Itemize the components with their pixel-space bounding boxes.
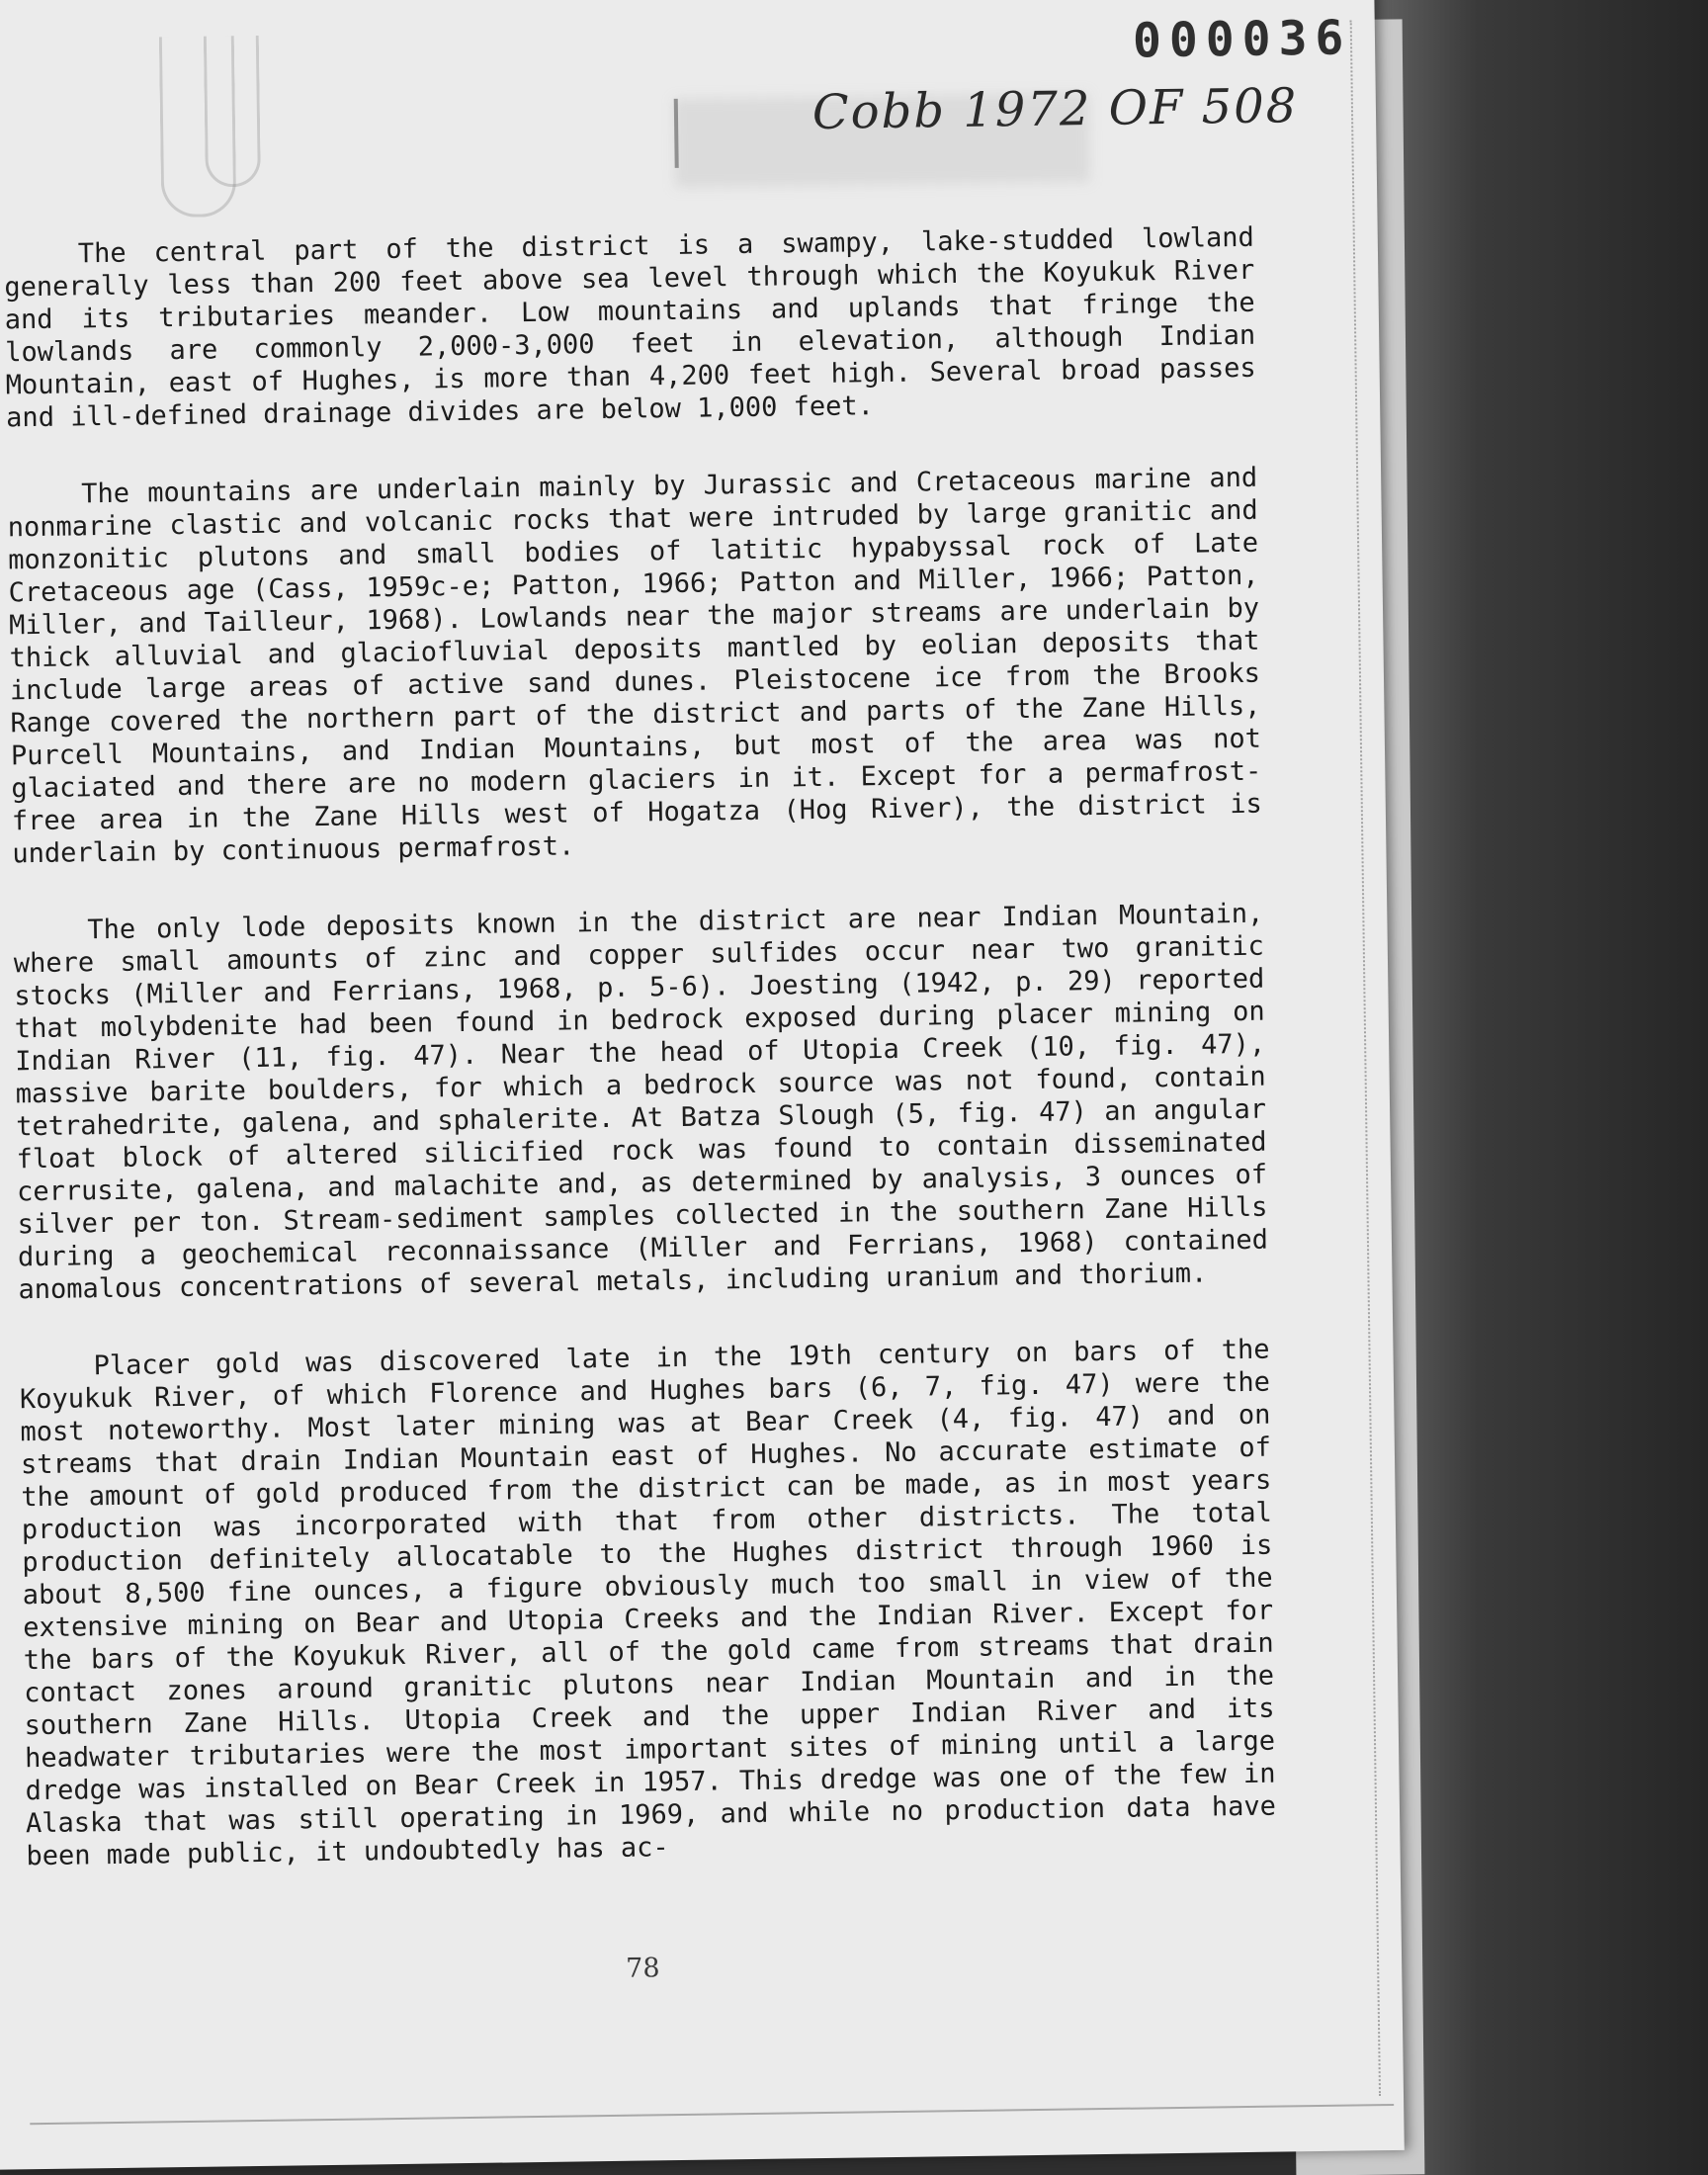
document-stamp-number: 000036 [1132,10,1352,69]
paragraph-geology: The mountains are underlain mainly by Jurassic and Cretaceous marine and nonmarine clastic and volcanic rocks that were intruded by large granitic and monzonitic plutons and small bodies of latitic hypabyssal rock of Late Cretaceous age (Cass, 1959c-e; Patton, 1966; Patton and Miller, 1966; Patton, Miller, and Tailleur, 1968). Lowlands near the major streams are underlain by thick alluvial and glaciofluvial deposits mantled by eolian deposits that include large areas of active sand dunes. Pleistocene ice from the Brooks Range covered the northern part of the district and parts of the Zane Hills, Purcell Mountains, and Indian Mountains, but most of the area was not glaciated and there are no modern glaciers in it. Except for a permafrost-free area in the Zane Hills west of Hogatza (Hog River), the district is underlain by continuous permafrost. [7,462,1262,870]
page-number: 78 [625,1953,660,1984]
page-bottom-rule [30,2104,1394,2125]
paper-clip-impression-inner [204,36,261,188]
paragraph-physiography: The central part of the district is a swampy, lake-studded lowland generally less than 200 feet above sea level through which the Koyukuk River and its tributaries meander. Low mountains and uplands that fringe the lowlands are commonly 2,000-3,000 feet in elevation, although Indian Mountain, east of Hughes, is more than 4,200 feet high. Several broad passes and ill-defined drainage divides are below 1,000 feet. [4,221,1256,434]
handwritten-reference: Cobb 1972 OF 508 [811,78,1299,140]
body-text [4,221,1278,1917]
paragraph-lode-deposits: The only lode deposits known in the district are near Indian Mountain, where small amounts of zinc and copper sulfides occur near two granitic stocks (Miller and Ferrians, 1968, p. 5-6). Joesting (1942, p. 29) reported that molybdenite had been found in bedrock exposed during placer mining on Indian River (11, fig. 47). Near the head of Utopia Creek (10, fig. 47), massive barite boulders, for which a bedrock source was not found, contain tetrahedrite, galena, and sphalerite. At Batza Slough (5, fig. 47) an angular float block of altered silicified rock was found to contain disseminated cerrusite, galena, and malachite and, as determined by analysis, 3 ounces of silver per ton. Stream-sediment samples collected in the southern Zane Hills during a geochemical reconnaissance (Miller and Ferrians, 1968) contained anomalous concentrations of several metals, including uranium and thorium. [13,898,1269,1306]
paragraph-placer-gold: Placer gold was discovered late in the 19th century on bars of the Koyukuk River, of which Florence and Hughes bars (6, 7, fig. 47) were the most noteworthy. Most later mining was at Bear Creek (4, fig. 47) and on streams that drain Indian Mountain east of Hughes. No accurate estimate of the amount of gold produced from the district can be made, as in most years production was incorporated with that from other districts. The total production definitely allocatable to the Hughes district through 1960 is about 8,500 fine ounces, a figure obviously much too small in view of the extensive mining on Bear and Utopia Creeks and the Indian River. Except for the bars of the Koyukuk River, all of the gold came from streams that drain contact zones around granitic plutons near Indian Mountain and in the southern Zane Hills. Utopia Creek and the upper Indian River and its headwater tributaries were the most important sites of mining until a large dredge was installed on Bear Creek in 1957. This dredge was one of the few in Alaska that was still operating in 1969, and while no production data have been made public, it undoubtedly has ac- [19,1334,1277,1872]
